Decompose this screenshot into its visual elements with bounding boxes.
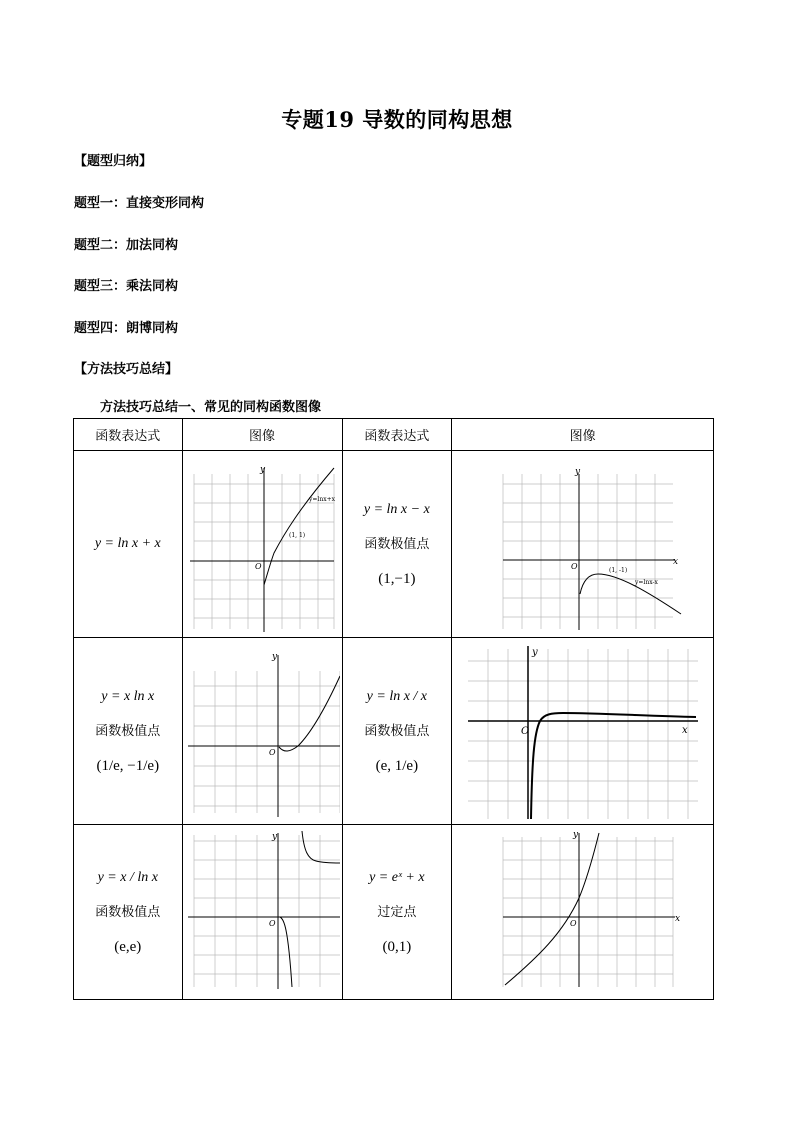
extremum-point: (e,e) <box>114 939 142 955</box>
graph-ln-x-over-x <box>468 641 698 821</box>
function-expression: y = x ln x <box>101 689 155 704</box>
origin-label: O <box>255 562 262 571</box>
expression-cell <box>74 451 183 638</box>
header-expression-1: 函数表达式 <box>74 419 183 451</box>
origin-label: O <box>269 919 276 928</box>
graph-cell <box>182 638 342 825</box>
function-expression: y = ln x + x <box>94 536 161 551</box>
function-expression: y = ln x − x <box>363 502 430 517</box>
y-axis-label: y <box>272 652 278 662</box>
table-row <box>74 825 714 1000</box>
function-expression: y = ln x / x <box>366 689 428 704</box>
function-expression: y = x / ln x <box>97 870 158 885</box>
expression-cell <box>342 451 452 638</box>
graph-ln-x-minus-x <box>483 454 683 634</box>
origin-label: O <box>570 562 578 571</box>
point-label: (1, -1) <box>608 567 627 574</box>
header-graph-1: 图像 <box>182 419 342 451</box>
y-axis-label: y <box>260 465 266 475</box>
graph-cell <box>452 825 714 1000</box>
x-axis-label: x <box>674 914 680 924</box>
header-graph-2: 图像 <box>452 419 714 451</box>
y-axis-label: y <box>572 830 578 840</box>
type-3: 题型三：乘法同构 <box>74 279 179 294</box>
table-header-row <box>74 419 714 451</box>
expression-cell <box>74 825 183 1000</box>
x-axis-label: x <box>681 725 688 736</box>
extremum-label: 函数极值点 <box>364 537 430 552</box>
graph-cell <box>452 638 714 825</box>
extremum-point: (e, 1/e) <box>375 758 419 774</box>
origin-label: O <box>569 919 577 928</box>
graph-cell <box>182 451 342 638</box>
extremum-label: 函数极值点 <box>95 724 161 739</box>
function-expression: y = eˣ + x <box>369 870 425 885</box>
origin-label: O <box>269 748 276 757</box>
graph-cell <box>452 451 714 638</box>
fixed-point-label: 过定点 <box>377 905 417 920</box>
expression-cell <box>342 638 452 825</box>
summary-header: 【题型归纳】 <box>74 154 153 169</box>
function-graph-table <box>73 418 714 1000</box>
method-header: 【方法技巧总结】 <box>74 362 179 377</box>
type-1: 题型一：直接变形同构 <box>74 196 205 211</box>
fixed-point: (0,1) <box>382 939 412 955</box>
extremum-point: (1,−1) <box>378 571 416 587</box>
origin-label: O <box>520 726 529 737</box>
y-axis-label: y <box>574 467 580 477</box>
graph-e-x-plus-x <box>483 827 683 997</box>
expression-cell <box>342 825 452 1000</box>
graph-x-over-ln-x <box>184 827 340 997</box>
extremum-point: (1/e, −1/e) <box>96 758 160 774</box>
table-row <box>74 638 714 825</box>
type-2: 题型二：加法同构 <box>74 238 179 253</box>
graph-x-ln-x <box>184 641 340 821</box>
x-axis-label: x <box>672 557 678 567</box>
y-axis-label: y <box>531 647 538 658</box>
header-expression-2: 函数表达式 <box>342 419 452 451</box>
method-1-subheading: 方法技巧总结一、常见的同构函数图像 <box>100 400 322 415</box>
page-title: 专题19 导数的同构思想 <box>281 107 513 132</box>
type-4: 题型四：朗博同构 <box>74 321 179 336</box>
curve-label: y=lnx+x <box>309 496 336 503</box>
point-label: (1, 1) <box>289 532 306 539</box>
expression-cell <box>74 638 183 825</box>
extremum-label: 函数极值点 <box>364 724 430 739</box>
graph-cell <box>182 825 342 1000</box>
graph-ln-x-plus-x <box>184 454 340 634</box>
y-axis-label: y <box>272 832 278 842</box>
table-row <box>74 451 714 638</box>
extremum-label: 函数极值点 <box>95 905 161 920</box>
curve-label: y=lnx-x <box>634 579 658 586</box>
